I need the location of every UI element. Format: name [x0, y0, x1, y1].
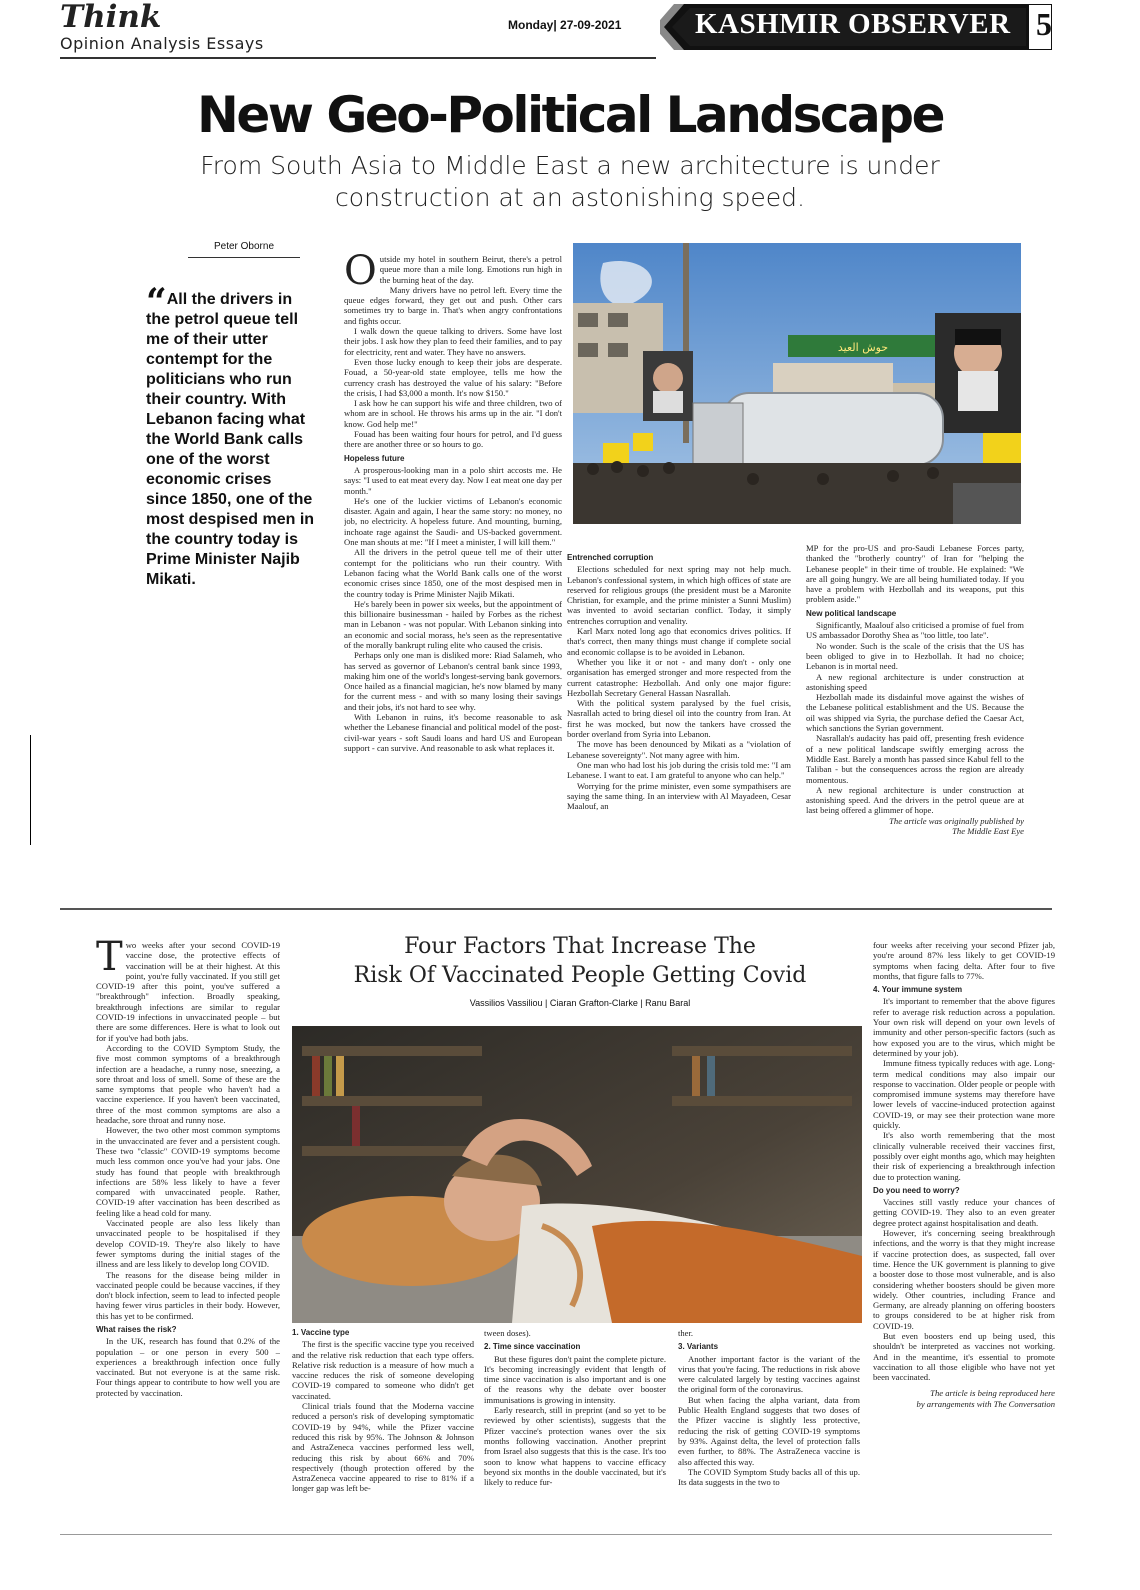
- article2-column-3: [484, 1328, 666, 1518]
- paragraph: According to the COVID Symptom Study, the five most common symptoms of a breakthrough infection are a headache, a runny nose, sneezing, a sore throat and loss of smell. Some of these are the same symptoms that people who haven't had a vaccine experience. If you haven't been vaccinated, three of the most common symptoms are also a headache, sore throat and runny nose.: [96, 1042, 280, 1126]
- paragraph: MP for the pro-US and pro-Saudi Lebanese Forces party, thanked the "brotherly country" of Iran for "helping the Lebanese people" in their time of trouble. He explained: "We are all going hungry. We are all being humiliated today. If you have a problem with Hezbollah and its weapons, put this problem aside.": [806, 543, 1024, 605]
- article2-column-2: [292, 1328, 474, 1518]
- paragraph: The COVID Symptom Study backs all of this up. Its data suggests in the two to: [678, 1466, 860, 1488]
- article2-credit-line-1: The article is being reproduced here: [930, 1388, 1055, 1399]
- paragraph: Hezbollah made its disdainful move against the wishes of the Lebanese political establishment and the US. Because the oil was shipped via Syria, the purchase defied the Caesar Act, which sanctions the Syrian government.: [806, 692, 1024, 734]
- pullquote-text: All the drivers in the petrol queue tell me of their utter contempt for the politicians who run their country. With Lebanon facing what the World Bank calls one of the worst economic crises since 1850, one of the most despised men in the country today is Prime Minister Najib Mikati.: [146, 291, 315, 588]
- page-bottom-rule: [60, 1534, 1052, 1535]
- paragraph: It's important to remember that the above figures refer to average risk reduction across a population. Your own risk will depend on your own levels of immunity and other person-specific factors (such as how exposed you are to the virus, which might be determined by your job).: [873, 996, 1055, 1058]
- article2-column-5: [873, 940, 1055, 1510]
- article2-headline: [300, 932, 860, 990]
- paragraph: Nasrallah's audacity has paid off, presenting fresh evidence of a new political landscape swiftly emerging across the Middle East. Barely a month has passed since Kabul fell to the Taliban - but the consequences across the region are already momentous.: [806, 733, 1024, 785]
- paragraph: No wonder. Such is the scale of the crisis that the US has been obliged to give in to Hezbollah. It had no choice; Lebanon is in mortal need.: [806, 640, 1024, 672]
- paragraph: Worrying for the prime minister, even some sympathisers are saying the same thing. In an interview with Al Mayadeen, Cesar Maalouf, an: [567, 780, 791, 812]
- article1-byline: Peter Oborne: [188, 241, 300, 258]
- paragraph: He's one of the luckier victims of Lebanon's economic disaster. Again and again, I hear the same story: no money, no job, no electricity. A hopeless future. And mounting, burning, inchoate rage against the Saudi- and US-backed government. One man shouts at me: "If I meet a minister, I will kill them.": [344, 495, 562, 548]
- paragraph: But these figures don't paint the complete picture. It's becoming increasingly evident that length of time since vaccination is also important and is one of the reasons why the debate over booster immunisations is growing in intensity.: [484, 1353, 666, 1405]
- sick-man-photo: [292, 1026, 862, 1323]
- masthead-rule: [60, 57, 656, 59]
- paragraph: Immune fitness typically reduces with age. Long-term medical conditions may also impair our response to vaccination. Older people or people with compromised immune systems may therefore have lower levels of vaccine-induced protection against COVID-19, or may see their protection wane more quickly.: [873, 1058, 1055, 1131]
- subheading: Hopeless future: [344, 453, 405, 463]
- subheading: 2. Time since vaccination: [484, 1342, 581, 1352]
- paragraph: Significantly, Maalouf also criticised a promise of fuel from US ambassador Dorothy Shea as "too little, too late".: [806, 620, 1024, 641]
- section-title: Think: [60, 0, 162, 35]
- article2-credit-line-2: by arrangements with The Conversation: [916, 1398, 1055, 1409]
- subheading: 4. Your immune system: [873, 985, 963, 995]
- paragraph: A prosperous-looking man in a polo shirt accosts me. He says: "I used to eat meat every day. Now I eat meat one day per month.": [344, 464, 562, 496]
- photo-banner-text: حوش العيد: [837, 341, 889, 354]
- paragraph: Fouad has been waiting four hours for petrol, and I'd guess there are another three or so hours to go.: [344, 429, 562, 450]
- paragraph: Perhaps only one man is disliked more: Riad Salameh, who has served as governor of Lebanon's central bank since 1993, making him one of the world's longest-serving bank governors. Once hailed as a financial magician, he's now blamed by many for the current mess - and with so many losing their savings and their jobs, it's not hard to see why.: [344, 650, 562, 712]
- paragraph: However, it's concerning seeing breakthrough infections, and the worry is that they might increase if vaccine protection does, as suspected, fall over time. Hence the UK government is planning to give a booster dose to those most vulnerable, and is also considering whether boosters should be given more widely. Other countries, including France and Germany, are already planning on offering boosters to groups considered to be at higher risk from COVID-19.: [873, 1228, 1055, 1331]
- paragraph: I walk down the queue talking to drivers. Some have lost their jobs. I ask how they plan to feed their families, and to pay for electricity, rent and water. They have no answers.: [344, 326, 562, 357]
- article2-byline: Vassilios Vassiliou | Ciaran Grafton-Clarke | Ranu Baral: [469, 998, 691, 1008]
- paragraph: Vaccinated people are also less likely than unvaccinated people to be hospitalised if they develop COVID-19. They're also likely to have fewer symptoms during the initial stages of the illness and are less likely to develop long COVID.: [96, 1218, 280, 1270]
- paragraph: One man who had lost his job during the crisis told me: "I am Lebanese. I want to eat. I am grateful to anyone who can help.": [567, 759, 791, 781]
- article1-headline: New Geo-Political Landscape: [197, 86, 943, 144]
- paragraph: With Lebanon in ruins, it's become reasonable to ask whether the Lebanese financial and political model of the post-civil-war years - soft Saudi loans and hard US and European support - can survive. And reasonable to ask what replaces it.: [344, 712, 562, 753]
- margin-mark: [30, 735, 31, 845]
- section-divider: [60, 908, 1052, 910]
- subheading: 3. Variants: [678, 1342, 719, 1352]
- subheading: New political landscape: [806, 608, 897, 618]
- paragraph: All the drivers in the petrol queue tell me of their utter contempt for the politicians who run their country. With Lebanon facing what the World Bank calls one of the worst economic crises since 1850, one of the most despised men in the country today is Prime Minister Najib Mikati.: [344, 547, 562, 599]
- article2-dropcap: T: [96, 940, 123, 980]
- section-subtitle: Opinion Analysis Essays: [60, 34, 264, 53]
- paragraph: utside my hotel in southern Beirut, there's a petrol queue more than a mile long. Emotions run high in the burning heat of the day.: [379, 254, 562, 285]
- article1-credit-line-2: The Middle East Eye: [952, 826, 1024, 837]
- paragraph: Even those lucky enough to keep their jobs are desperate. Fouad, a 50-year-old state employee, tells me how the currency crash has destroyed the value of his salary: "Before the crisis, I had $3,000 a month. It's now $150.": [344, 356, 562, 398]
- paragraph: Clinical trials found that the Moderna vaccine reduced a person's risk of developing symptomatic COVID-19 by 94%, while the Pfizer vaccine reduced this risk by 95%. The Johnson & Johnson and AstraZeneca vaccines performed less well, reducing this risk by about 66% and 70% respectively (though protection offered by the AstraZeneca vaccine appeared to rise to 81% if a longer gap was left be-: [292, 1401, 474, 1494]
- paragraph: Early research, still in preprint (and so yet to be reviewed by other scientists), suggests that the Pfizer vaccine's protection wanes over the six months following vaccination. Another preprint from Israel also suggests that this is the case. It's too soon to know what happens to vaccine efficacy beyond six months in the double vaccinated, but it's likely to reduce fur-: [484, 1405, 666, 1488]
- paragraph: Vaccines still vastly reduce your chances of getting COVID-19. They also to an even greater degree protect against hospitalisation and death.: [873, 1197, 1055, 1228]
- paragraph: A new regional architecture is under construction at astonishing speed: [806, 671, 1024, 692]
- article1-column-1: [344, 254, 562, 888]
- article1-column-2: [567, 553, 791, 893]
- subheading: 1. Vaccine type: [292, 1328, 350, 1337]
- paragraph: ther.: [678, 1328, 694, 1338]
- article2-headline-line-2: Risk Of Vaccinated People Getting Covid: [353, 963, 807, 988]
- paragraph: But even boosters end up being used, this shouldn't be interpreted as vaccines not working. And in the meantime, it's essential to promote vaccination to all those eligible who have not yet been vaccinated.: [873, 1330, 1055, 1383]
- pullquote: [146, 281, 316, 590]
- page-number: 5: [1036, 6, 1052, 42]
- article2-column-1: [96, 940, 280, 1490]
- paragraph: four weeks after receiving your second Pfizer jab, you're around 87% less likely to get COVID-19 symptoms when facing delta. After four to five months, that figure falls to 77%.: [873, 940, 1055, 981]
- paragraph: In the UK, research has found that 0.2% of the population – or one person in every 500 – experiences a breakthrough infection once fully vaccinated. But not everyone is at the same risk. Four things appear to contribute to how well you are protected by vaccination.: [96, 1336, 280, 1398]
- article1-dropcap: O: [344, 254, 377, 294]
- article2-column-4: [678, 1328, 860, 1518]
- paragraph: But when facing the alpha variant, data from Public Health England suggests that two doses of the Pfizer vaccine is slightly less protective, reducing the risk of getting COVID-19 symptoms by 93%. Against delta, the level of protection falls even further, to 88%. The AstraZeneca vaccine is also affected this way.: [678, 1394, 860, 1467]
- paragraph: Elections scheduled for next spring may not help much. Lebanon's confessional system, in which high offices of state are reserved for religious groups (the president must be a Maronite Christian, for example, and the prime minister a Sunni Muslim) was invented to avoid sectarian conflict. Today, it simply entrenches corruption and venality.: [567, 564, 791, 626]
- paragraph: The reasons for the disease being milder in vaccinated people could be because vaccines, if they don't block infection, seem to lead to infected people having fewer virus particles in their body. However, this has yet to be confirmed.: [96, 1269, 280, 1321]
- paragraph: I ask how he can support his wife and three children, two of whom are in school. He throws his arms up in the air. "I don't know. God help me!": [344, 398, 562, 429]
- subheading: Entrenched corruption: [567, 553, 654, 562]
- paragraph: It's also worth remembering that the most clinically vulnerable received their vaccines first, possibly over eight months ago, which may heighten their risk of experiencing a breakthrough infection due to protection waning.: [873, 1130, 1055, 1182]
- paragraph: He's barely been in power six weeks, but the appointment of this billionaire businessman - hailed by Forbes as the richest man in Lebanon - was not popular. With Lebanon sinking into an economic and social morass, he's seen as the representative of the morally bankrupt ruling elite who caused the crisis.: [344, 598, 562, 650]
- paragraph: wo weeks after your second COVID-19 vaccine dose, the protective effects of vaccination will be at their highest. At this point, you're fully vaccinated. If you still get COVID-19 after this point, you've suffered a "breakthrough" infection. Broadly speaking, breakthrough infections are similar to regular COVID-19 infections in unvaccinated people – but there are some differences. Here is what to look out for if you've had both jabs.: [96, 940, 280, 1043]
- paragraph: With the political system paralysed by the fuel crisis, Nasrallah acted to bring diesel oil into the country from Iran. At first he was mocked, but now the tankers have crossed the border overland from Syria into Lebanon.: [567, 698, 791, 740]
- paper-name: KASHMIR OBSERVER: [695, 8, 1011, 40]
- paragraph: A new regional architecture is under construction at astonishing speed. And the drivers in the petrol queue are at last being offered a glimmer of hope.: [806, 784, 1024, 816]
- issue-date: Monday| 27-09-2021: [508, 18, 622, 32]
- paragraph: The first is the specific vaccine type you received and the relative risk reduction that each type offers. Relative risk reduction is a measure of how much a vaccine reduces the risk of someone developing COVID-19 compared to someone who didn't get vaccinated.: [292, 1339, 474, 1401]
- subheading: What raises the risk?: [96, 1324, 177, 1334]
- article2-headline-line-1: Four Factors That Increase The: [404, 934, 756, 959]
- article1-credit-line-1: The article was originally published by: [889, 815, 1024, 826]
- article1-subhead: From South Asia to Middle East a new architecture is under construction at an astonishing speed.: [200, 151, 940, 212]
- paragraph: Karl Marx noted long ago that economics drives politics. If that's correct, then many things must change if complete social and economic collapse is to be avoided in Lebanon.: [567, 626, 791, 657]
- subheading: Do you need to worry?: [873, 1185, 960, 1195]
- quote-mark-icon: “: [146, 281, 167, 323]
- article1-column-3: [806, 543, 1024, 893]
- paragraph: However, the two other most common symptoms in the unvaccinated are fever and a persistent cough. These two "classic" COVID-19 symptoms become much less common once you've had your jabs. One study has found that people with breakthrough infections are 58% less likely to have a fever compared with unvaccinated people. Rather, COVID-19 after vaccination has been described as feeling like a head cold for many.: [96, 1125, 280, 1218]
- tanker-rally-photo: [573, 243, 1021, 524]
- paragraph: Another important factor is the variant of the virus that you're facing. The reductions in risk above were calculated largely by testing vaccines against the original form of the coronavirus.: [678, 1353, 860, 1395]
- paragraph: Whether you like it or not - and many don't - only one organisation has emerged stronger and more respected from the current catastrophe: Hezbollah. And only one major figure: Hezbollah Secretary General Hassan Nasrallah.: [567, 656, 791, 698]
- paragraph: tween doses).: [484, 1328, 531, 1338]
- paragraph: Many drivers have no petrol left. Every time the queue edges forward, they get out and push. Other cars sometimes try to barge in. That's when angry confrontations and fights occur.: [344, 284, 562, 326]
- paragraph: The move has been denounced by Mikati as a "violation of Lebanese sovereignty". Not many agree with him.: [567, 739, 791, 760]
